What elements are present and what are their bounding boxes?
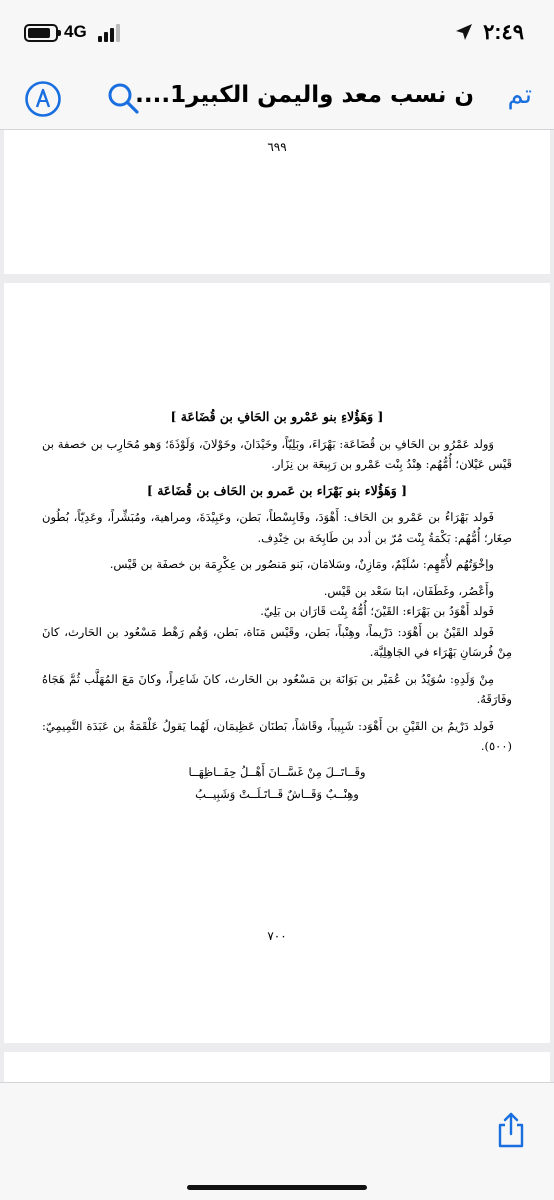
page-number: ٦٩٩: [267, 140, 287, 154]
status-time: ٢:٤٩: [483, 21, 524, 44]
poem-line: وهِنْــبٌ وَقَــاشٌ قَــاتَـلَــتْ وَشَبِيــبُ: [195, 786, 359, 801]
network-type: 4G: [64, 22, 87, 41]
poem: [42, 761, 512, 805]
battery-icon: [24, 24, 58, 42]
markup-pen-icon[interactable]: [24, 80, 62, 118]
paragraph: فَولد بَهْرَاءُ بن عَمْرو بن الحَاف: أَهْوَدَ، وقَابِسْطاً، بَطن، وعَبِيْدَةَ، ومراهية، ومُبَشِّراً، وعَدِيّاً، بُطُون صِغَار؛ أُمُّهُم: بَكْمَةُ بِنْت مُرّ بن أدد بن طَابِخَة بن خِنْدِف.: [42, 510, 512, 545]
pdf-page-next: [4, 1052, 550, 1082]
pdf-page-current: [4, 283, 550, 1043]
paragraph: فَولد دَرْيمُ بن القَيْنِ بن أَهْوَد: شَبِيباً، وقَاشاً، بَطنَان عَظِيمَان، لَهُما يَقولُ عَلْقَمَةُ بن عَبَدَة التَّمِيمِيّ: (٥٠٠).: [42, 718, 512, 753]
status-bar: [0, 0, 554, 64]
paragraph: وَولد عَمْرُو بن الحَافِ بن قُضَاعَة: بَهْرَاءَ، وبَلِيّاً، وخَيْدَانَ، وخَوْلانَ، وَلَوْذَةَ؛ وَهو مُحَارِب بن خصفة بن قَيْس عَيْلان؛ أُمُّهُم: هِنْدُ بِنْت عَمْرو بن رَبِيعَة بن نِزَار.: [42, 436, 512, 471]
done-button[interactable]: تم: [507, 80, 532, 110]
paragraph: وأَعْصُر، وغَطَفَان، ابنَا سَعْد بن قَيْس.: [323, 583, 494, 598]
magnifier-icon[interactable]: [106, 81, 140, 115]
share-icon[interactable]: [496, 1111, 526, 1149]
home-indicator[interactable]: [187, 1185, 367, 1190]
paragraph: وإخْوَتُهُم لأُمِّهِم: سُلَيْمٌ، ومَازِنٌ، وسَلامَان، بَنو مَنصُور بن عِكْرِمَة بن خصفَة بن قَيْس.: [109, 557, 494, 571]
page-text: [42, 405, 512, 805]
battery-level: [28, 28, 50, 38]
page-number: ٧٠٠: [267, 929, 287, 943]
poem-line: وقَــاتَــلَ مِنْ غَسَّــانَ أَهْــلُ حِفَــاظِهَــا: [188, 764, 366, 779]
bottom-toolbar: [0, 1082, 554, 1200]
paragraph: مِنْ وَلَدِهِ: سُوَيْدُ بن عُمَيْر بن بَوَانَة بن مَسْعُود بن الحَارث، كانَ شَاعِراً، وكانَ مَعَ المُهَلَّب ثُمَّ هَجَاهُ وفَارَقَهُ.: [42, 671, 512, 706]
signal-icon: [98, 24, 120, 42]
nav-bar: [0, 64, 554, 130]
section-heading: [ وَهَؤُلاءِ بنو عَمْرو بن الحَافِ بن قُضَاعَة ]: [170, 409, 384, 424]
paragraph: فَولد أَهْوَدُ بن بَهْرَاء: القَيْنَ؛ أُمُّهُ بِنْت قَارَان بن بَلِيّ.: [260, 604, 494, 618]
document-title: ن نسب معد واليمن الكبير1....: [135, 82, 474, 108]
location-arrow-icon: [454, 22, 474, 42]
pdf-page-previous: [4, 130, 550, 274]
paragraph: فَولد القَيْنُ بن أَهْوَد: دَرْيماً، وهِنْباً، بَطن، وقَيْس مَنَاة، بَطن، وَهُم رَهْط مَسْعُود بن الحَارث، كانَ مِنْ فُرسَانِ بَهْرَاء في الجَاهِلِيَّة.: [42, 624, 512, 659]
section-heading: [ وَهَؤُلاء بنو بَهْرَاء بن عَمرو بن الحَاف بن قُضَاعَة ]: [146, 482, 408, 498]
